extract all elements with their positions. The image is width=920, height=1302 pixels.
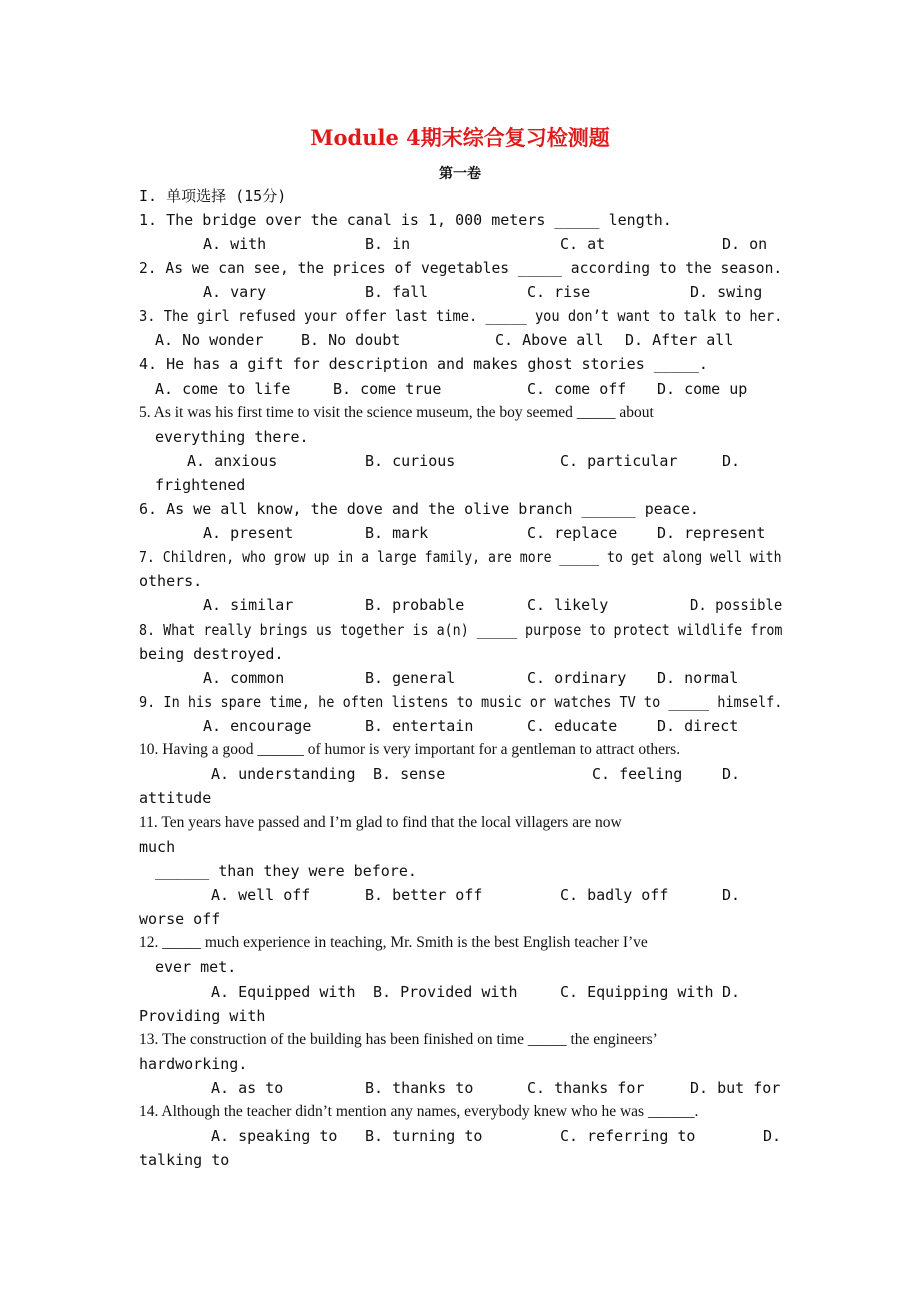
option-d-text: frightened [155,476,246,494]
question-stem: 4. He has a gift for description and makes ghost stories _____. [139,355,708,373]
option-b: B. in [365,235,411,253]
option-d-text: talking to [139,1151,230,1169]
option-a: A. common [203,669,285,687]
option-c: C. educate [527,717,618,735]
option-a: A. as to [211,1079,284,1097]
option-b: B. fall [365,283,429,301]
option-d: D. [722,765,741,783]
question-stem-continued: much [139,838,176,856]
option-b: B. come true [333,380,442,398]
option-c: C. likely [527,596,609,614]
question-stem: 7. Children, who grow up in a large family, are more _____ to get along well with [139,548,782,566]
question-stem-continued: ever met. [155,958,237,976]
option-d: D. [722,452,741,470]
option-c: C. come off [527,380,627,398]
question-stem: 5. As it was his first time to visit the science museum, the boy seemed _____ about [139,404,654,421]
option-d: D. possible [690,596,783,614]
option-d: D. represent [657,524,766,542]
option-d-text: attitude [139,789,212,807]
option-d: D. on [722,235,768,253]
option-b: B. sense [373,765,446,783]
option-b: B. probable [365,596,465,614]
option-d: D. come up [657,380,748,398]
option-b: B. general [365,669,456,687]
option-b: B. Provided with [373,983,518,1001]
option-b: B. No doubt [301,331,401,349]
question-stem: 14. Although the teacher didn’t mention any names, everybody knew who he was ______. [139,1103,699,1120]
question-stem-continued: hardworking. [139,1055,248,1073]
option-c: C. thanks for [527,1079,645,1097]
option-d: D. [763,1127,782,1145]
question-stem: 2. As we can see, the prices of vegetables _____ according to the season. [139,259,783,277]
option-b: B. mark [365,524,429,542]
question-stem: 6. As we all know, the dove and the olive branch ______ peace. [139,500,699,518]
option-d: D. normal [657,669,739,687]
option-b: B. thanks to [365,1079,474,1097]
option-d: D. direct [657,717,739,735]
option-d: D. [722,886,741,904]
option-a: A. encourage [203,717,312,735]
option-c: C. Above all [495,331,604,349]
question-stem: 11. Ten years have passed and I’m glad to find that the local villagers are now [139,814,622,831]
option-d-text: worse off [139,910,221,928]
option-c: C. referring to [560,1127,696,1145]
question-stem-continued: everything there. [155,428,309,446]
option-a: A. understanding [211,765,356,783]
option-b: B. turning to [365,1127,483,1145]
option-c: C. at [560,235,606,253]
option-c: C. particular [560,452,678,470]
option-b: B. curious [365,452,456,470]
page-title: Module 4期末综合复习检测题 [310,125,610,150]
option-a: A. Equipped with [211,983,356,1001]
option-d: D. but for [690,1079,781,1097]
option-a: A. similar [203,596,294,614]
option-c: C. feeling [592,765,683,783]
option-d: D. After all [625,331,734,349]
option-c: C. Equipping with [560,983,714,1001]
option-d: D. swing [690,283,763,301]
option-c: C. rise [527,283,591,301]
option-a: A. present [203,524,294,542]
question-stem: 3. The girl refused your offer last time. _____ you don’t want to talk to her. [139,307,783,325]
question-stem: 9. In his spare time, he often listens to music or watches TV to _____ himself. [139,693,783,711]
option-c: C. badly off [560,886,669,904]
option-a: A. with [203,235,267,253]
section-heading: I. 单项选择 (15分) [139,187,287,205]
question-stem: 12. _____ much experience in teaching, Mr. Smith is the best English teacher I’ve [139,934,648,951]
question-stem: 10. Having a good ______ of humor is very important for a gentleman to attract others. [139,741,681,758]
question-stem: 13. The construction of the building has been finished on time _____ the engineers’ [139,1031,658,1048]
option-d: D. [722,983,741,1001]
question-stem-continued: ______ than they were before. [155,862,417,880]
option-a: A. No wonder [155,331,264,349]
volume-heading: 第一卷 [439,166,481,182]
question-stem: 1. The bridge over the canal is 1, 000 meters _____ length. [139,211,672,229]
option-c: C. ordinary [527,669,627,687]
option-a: A. come to life [155,380,291,398]
option-b: B. entertain [365,717,474,735]
question-stem-continued: others. [139,572,203,590]
option-b: B. better off [365,886,483,904]
option-c: C. replace [527,524,618,542]
question-stem: 8. What really brings us together is a(n) _____ purpose to protect wildlife from [139,621,783,639]
option-a: A. anxious [187,452,278,470]
option-a: A. well off [211,886,311,904]
option-d-text: Providing with [139,1007,266,1025]
question-stem-continued: being destroyed. [139,645,284,663]
option-a: A. vary [203,283,267,301]
option-a: A. speaking to [211,1127,338,1145]
